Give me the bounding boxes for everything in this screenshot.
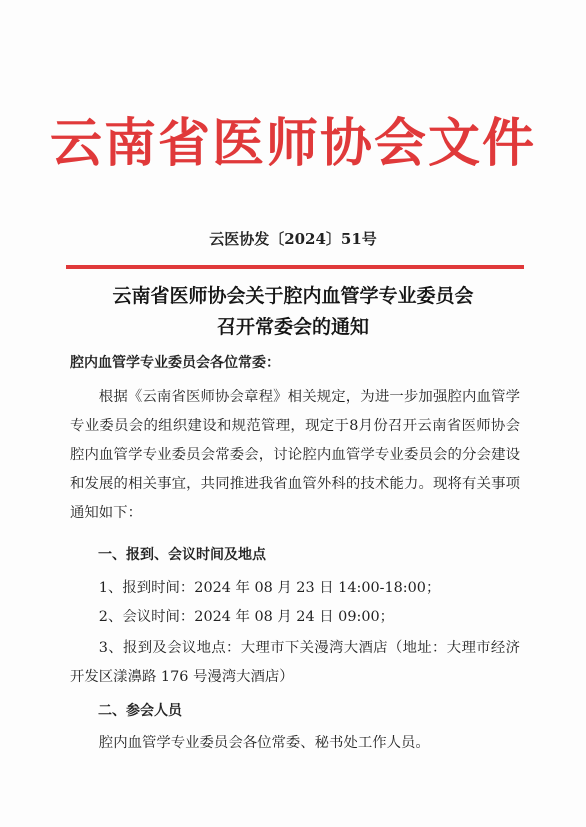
section-heading-1: 一、报到、会议时间及地点 bbox=[98, 547, 266, 563]
notice-title bbox=[0, 281, 586, 343]
list-item-location: 3、报到及会议地点：大理市下关漫湾大酒店（地址：大理市经济开发区漾濞路 176 号漫湾大酒店） bbox=[70, 640, 520, 685]
list-item-checkin-time: 1、报到时间：2024 年 08 月 23 日 14:00-18:00； bbox=[98, 580, 441, 596]
document-header-title: 云南省医师协会文件 bbox=[49, 113, 536, 174]
notice-title-line-2: 召开常委会的通知 bbox=[216, 316, 369, 338]
list-item-attendees: 腔内血管学专业委员会各位常委、秘书处工作人员。 bbox=[98, 735, 430, 751]
intro-paragraph: 根据《云南省医师协会章程》相关规定，为进一步加强腔内血管学专业委员会的组织建设和规范管理，现定于8月份召开云南省医师协会腔内血管学专业委员会常委会，讨论腔内血管学专业委员会的分会建设和发展的相关事宜，共同推进我省血管外科的技术能力。现将有关事项通知如下： bbox=[70, 389, 520, 521]
section-heading-2: 二、参会人员 bbox=[98, 703, 182, 719]
document-number: 云医协发〔2024〕51号 bbox=[209, 230, 377, 248]
red-divider-line bbox=[66, 265, 524, 269]
list-item-meeting-time: 2、会议时间：2024 年 08 月 24 日 09:00； bbox=[98, 609, 395, 625]
notice-title-line-1: 云南省医师协会关于腔内血管学专业委员会 bbox=[112, 285, 474, 307]
salutation: 腔内血管学专业委员会各位常委： bbox=[70, 355, 280, 371]
